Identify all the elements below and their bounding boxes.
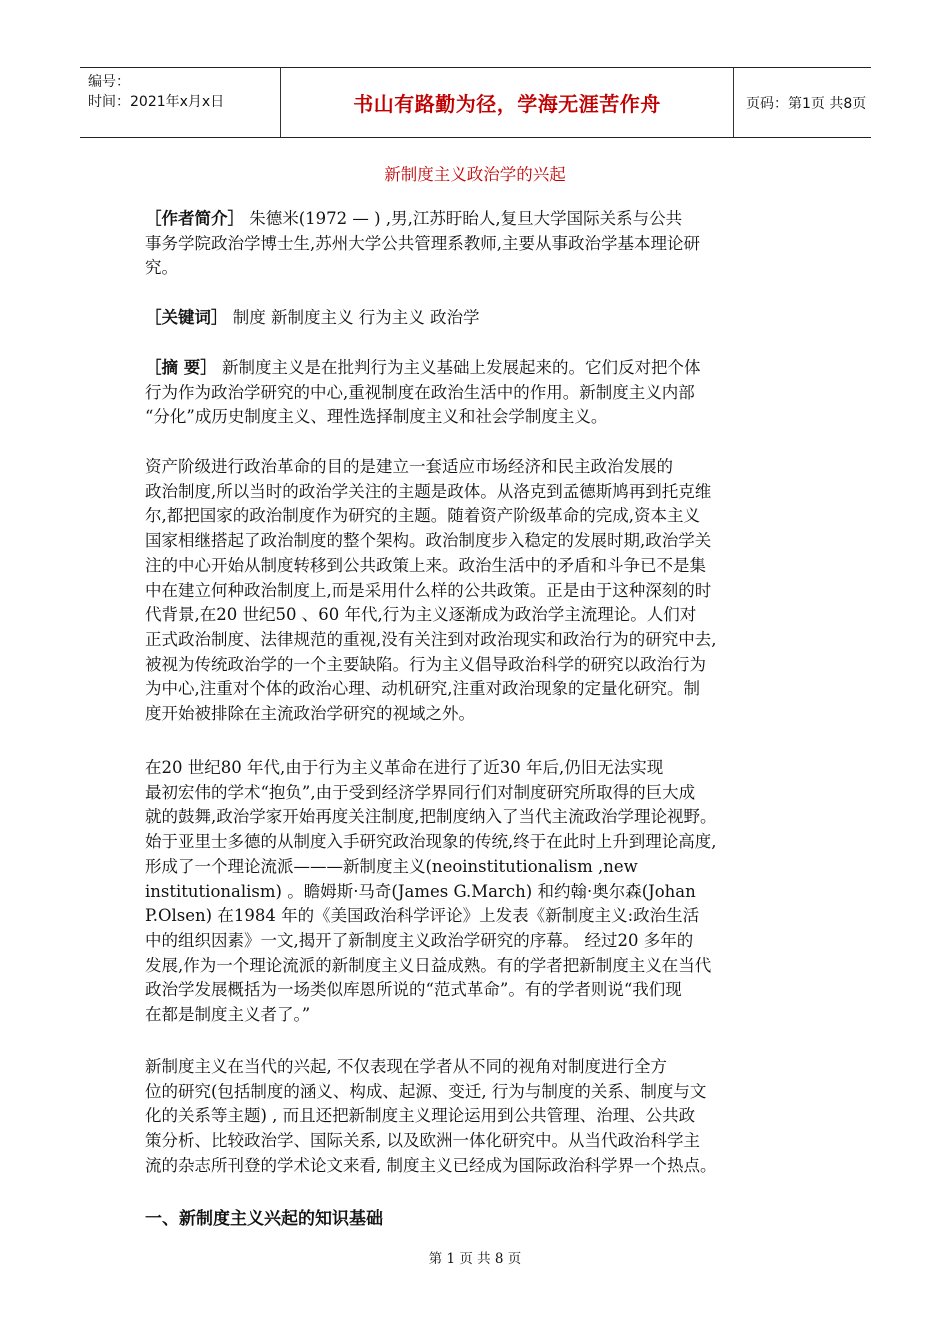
paragraph-line: 发展,作为一个理论流派的新制度主义日益成熟。有的学者把新制度主义在当代 xyxy=(145,955,712,975)
paragraph-line: 国家相继搭起了政治制度的整个架构。政治制度步入稳定的发展时期,政治学关 xyxy=(145,531,712,551)
paragraph-line: 化的关系等主题) , 而且还把新制度主义理论运用到公共管理、治理、公共政 xyxy=(145,1106,696,1126)
paragraph-line: 尔,都把国家的政治制度作为研究的主题。随着资产阶级革命的完成,资本主义 xyxy=(145,506,700,526)
paragraph-line: 最初宏伟的学术“抱负”,由于受到经济学界同行们对制度研究所取得的巨大成 xyxy=(145,782,696,802)
paragraph-line: 中的组织因素》一文,揭开了新制度主义政治学研究的序幕。 经过20 多年的 xyxy=(145,930,694,950)
paragraph-line: 为中心,注重对个体的政治心理、动机研究,注重对政治现象的定量化研究。制 xyxy=(145,679,700,699)
paragraph-line: 流的杂志所刊登的学术论文来看, 制度主义已经成为国际政治科学界一个热点。 xyxy=(145,1155,717,1175)
paragraph-line: 在20 世纪80 年代,由于行为主义革命在进行了近30 年后,仍旧无法实现 xyxy=(145,758,664,777)
header-meta-cell xyxy=(80,68,281,137)
abstract xyxy=(145,356,815,430)
keywords-line: ［关键词］ 制度 新制度主义 行为主义 政治学 xyxy=(145,308,480,327)
document-date-label: 时间：2021年x月x日 xyxy=(88,94,225,110)
keywords xyxy=(145,306,815,331)
body-paragraph-2 xyxy=(145,756,815,1028)
page-footer: 第 1 页 共 8 页 xyxy=(428,1251,522,1267)
document-title: 新制度主义政治学的兴起 xyxy=(384,165,566,184)
paragraph-line: 位的研究(包括制度的涵义、构成、起源、变迁, 行为与制度的关系、制度与文 xyxy=(145,1081,707,1101)
header-motto-cell xyxy=(281,68,734,137)
paragraph-line: 代背景,在20 世纪50 、60 年代,行为主义逐渐成为政治学主流理论。人们对 xyxy=(145,605,697,625)
paragraph-line: 策分析、比较政治学、国际关系, 以及欧洲一体化研究中。从当代政治科学主 xyxy=(145,1131,700,1151)
keywords-label: ［关键词］ xyxy=(145,308,228,327)
abstract-label: ［摘 要］ xyxy=(145,358,217,377)
body-paragraph-3 xyxy=(145,1055,815,1179)
abstract-line: ［摘 要］ 新制度主义是在批判行为主义基础上发展起来的。它们反对把个体 xyxy=(145,358,701,377)
paragraph-line: P.Olsen) 在1984 年的《美国政治科学评论》上发表《新制度主义:政治生活 xyxy=(145,906,700,926)
paragraph-line: 始于亚里士多德的从制度入手研究政治现象的传统,终于在此时上升到理论高度, xyxy=(145,832,717,852)
header-table xyxy=(80,67,871,138)
paragraph-line: 形成了一个理论流派———新制度主义(neoinstitutionalism ,new xyxy=(145,856,638,876)
body-paragraph-1 xyxy=(145,455,815,727)
paragraph-line: 在都是制度主义者了。” xyxy=(145,1005,311,1025)
author-label: ［作者简介］ xyxy=(145,209,244,228)
paragraph-line: 被视为传统政治学的一个主要缺陷。行为主义倡导政治科学的研究以政治行为 xyxy=(145,654,706,674)
paragraph-line: 注的中心开始从制度转移到公共政策上来。政治生活中的矛盾和斗争已不是集 xyxy=(145,555,706,575)
abstract-line: 行为作为政治学研究的中心,重视制度在政治生活中的作用。新制度主义内部 xyxy=(145,382,695,402)
paragraph-line: 政治制度,所以当时的政治学关注的主题是政体。从洛克到孟德斯鸠再到托克维 xyxy=(145,481,712,501)
author-bio xyxy=(145,207,815,281)
section-heading: 一、新制度主义兴起的知识基础 xyxy=(145,1209,383,1229)
paragraph-line: 政治学发展概括为一场类似库恩所说的“范式革命”。有的学者则说“我们现 xyxy=(145,980,682,1000)
paragraph-line: 度开始被排除在主流政治学研究的视域之外。 xyxy=(145,704,475,724)
author-bio-line: 事务学院政治学博士生,苏州大学公共管理系教师,主要从事政治学基本理论研 xyxy=(145,233,700,253)
abstract-line: “分化”成历史制度主义、理性选择制度主义和社会学制度主义。 xyxy=(145,407,608,427)
paragraph-line: 就的鼓舞,政治学家开始再度关注制度,把制度纳入了当代主流政治学理论视野。 xyxy=(145,807,717,827)
author-bio-line: ［作者简介］ 朱德米(1972 — ) ,男,江苏盱眙人,复旦大学国际关系与公共 xyxy=(145,209,683,228)
header-page-info: 页码：第1页 共8页 xyxy=(746,95,867,112)
document-code-label: 编号： xyxy=(88,74,130,90)
header-motto: 书山有路勤为径，学海无涯苦作舟 xyxy=(353,92,661,116)
author-bio-line: 究。 xyxy=(145,258,178,278)
paragraph-line: institutionalism) 。瞻姆斯·马奇(James G.March) 和约翰·奥尔森(Johan xyxy=(145,881,696,901)
paragraph-line: 新制度主义在当代的兴起, 不仅表现在学者从不同的视角对制度进行全方 xyxy=(145,1057,667,1076)
paragraph-line: 正式政治制度、法律规范的重视,没有关注到对政治现实和政治行为的研究中去, xyxy=(145,629,717,649)
paragraph-line: 资产阶级进行政治革命的目的是建立一套适应市场经济和民主政治发展的 xyxy=(145,457,673,476)
header-page-cell xyxy=(734,68,871,137)
paragraph-line: 中在建立何种政治制度上,而是采用什么样的公共政策。正是由于这种深刻的时 xyxy=(145,580,712,600)
